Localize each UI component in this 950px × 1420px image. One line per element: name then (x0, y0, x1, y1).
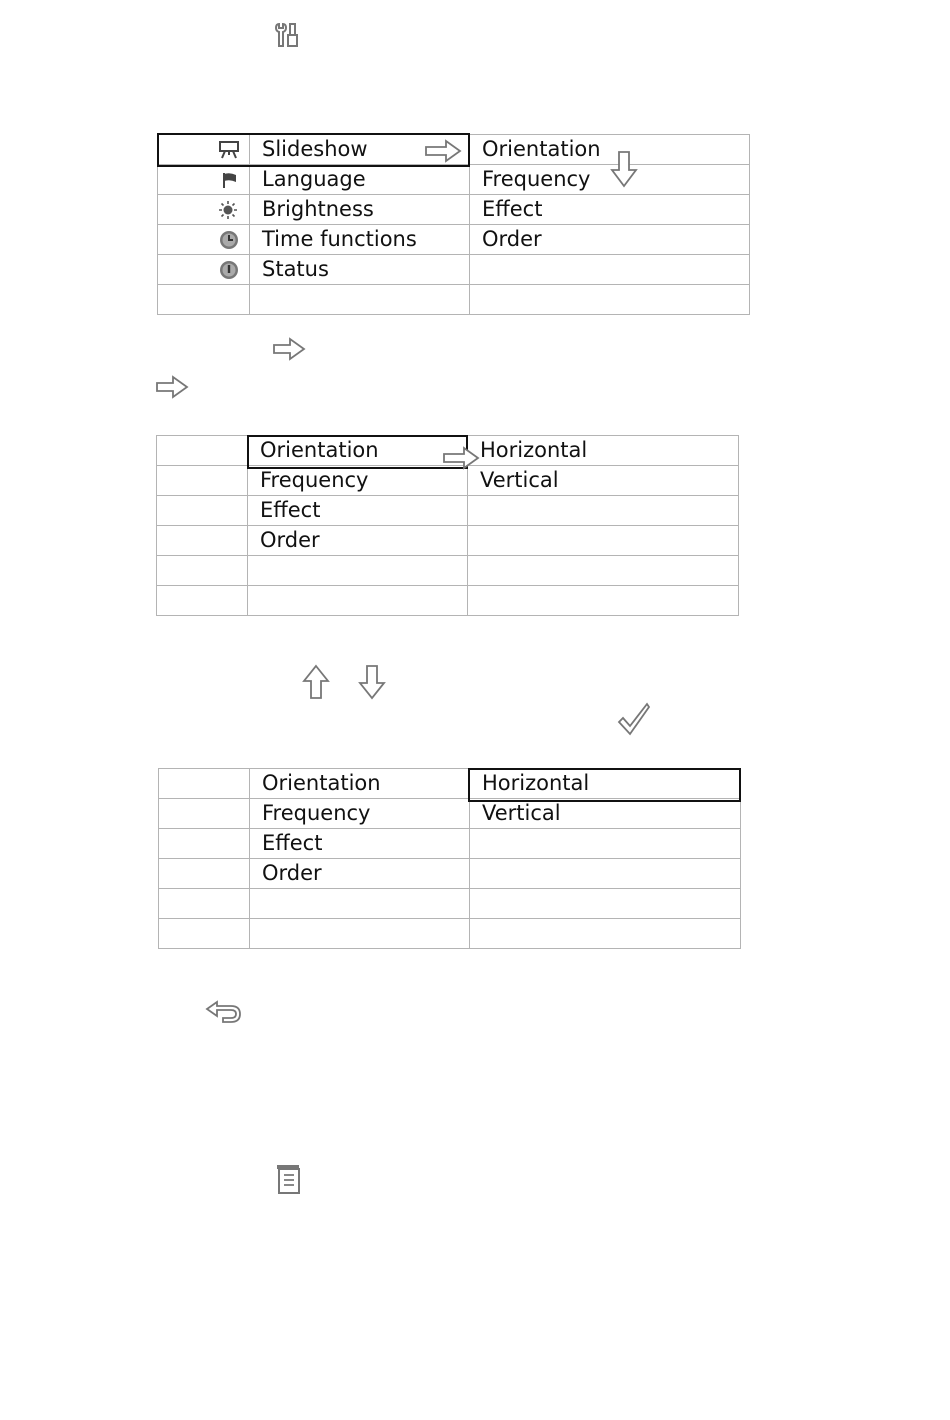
menu-icon (275, 1163, 303, 1195)
menu-item-orientation[interactable]: Orientation (250, 769, 470, 799)
menu-row-frequency[interactable] (157, 466, 739, 496)
arrow-down-icon (358, 664, 386, 700)
table-row-empty (159, 889, 741, 919)
arrow-right-icon (442, 446, 480, 470)
menu-item-status[interactable]: Status (250, 255, 470, 285)
option-vertical[interactable]: Vertical (468, 466, 739, 496)
flag-icon (221, 171, 239, 189)
settings-icon (275, 22, 303, 48)
menu-item-language[interactable]: Language (250, 165, 470, 195)
menu-item-order[interactable]: Order (248, 526, 468, 556)
arrow-right-icon (272, 337, 306, 361)
menu-item-brightness[interactable]: Brightness (250, 195, 470, 225)
arrow-down-icon (610, 150, 638, 188)
back-icon (205, 1000, 243, 1026)
menu-item-frequency[interactable]: Frequency (250, 799, 470, 829)
menu-item-order[interactable]: Order (250, 859, 470, 889)
slideshow-icon (219, 141, 239, 159)
sun-icon (217, 200, 239, 220)
menu-item-effect[interactable]: Effect (250, 829, 470, 859)
checkmark-icon (617, 702, 651, 736)
table-row-empty (158, 285, 750, 315)
submenu-item-orientation[interactable]: Orientation (470, 135, 750, 165)
menu-row-language[interactable] (158, 165, 750, 195)
menu-item-frequency[interactable]: Frequency (248, 466, 468, 496)
option-horizontal[interactable]: Horizontal (468, 436, 739, 466)
menu-row-status[interactable] (158, 255, 750, 285)
menu-row-time-functions[interactable] (158, 225, 750, 255)
menu-item-orientation[interactable]: Orientation (248, 436, 468, 466)
menu-item-effect[interactable]: Effect (248, 496, 468, 526)
table-row-empty (157, 556, 739, 586)
menu-row-order[interactable] (157, 526, 739, 556)
menu-row-effect[interactable] (157, 496, 739, 526)
menu-item-time-functions[interactable]: Time functions (250, 225, 470, 255)
info-icon (219, 260, 239, 280)
table-row-empty (157, 586, 739, 616)
clock-icon (219, 230, 239, 250)
arrow-right-icon (155, 375, 189, 399)
menu-item-slideshow[interactable]: Slideshow (250, 135, 470, 165)
option-vertical[interactable]: Vertical (470, 799, 741, 829)
menu-row-effect[interactable] (159, 829, 741, 859)
arrow-up-icon (302, 664, 330, 700)
orientation-confirm-table (158, 768, 741, 949)
menu-row-orientation[interactable] (159, 769, 741, 799)
table-row-empty (159, 919, 741, 949)
menu-row-frequency[interactable] (159, 799, 741, 829)
menu-row-order[interactable] (159, 859, 741, 889)
menu-row-brightness[interactable] (158, 195, 750, 225)
submenu-item-order[interactable]: Order (470, 225, 750, 255)
option-horizontal[interactable]: Horizontal (470, 769, 741, 799)
submenu-item-frequency[interactable]: Frequency (470, 165, 750, 195)
submenu-item-effect[interactable]: Effect (470, 195, 750, 225)
arrow-right-icon (424, 139, 462, 163)
